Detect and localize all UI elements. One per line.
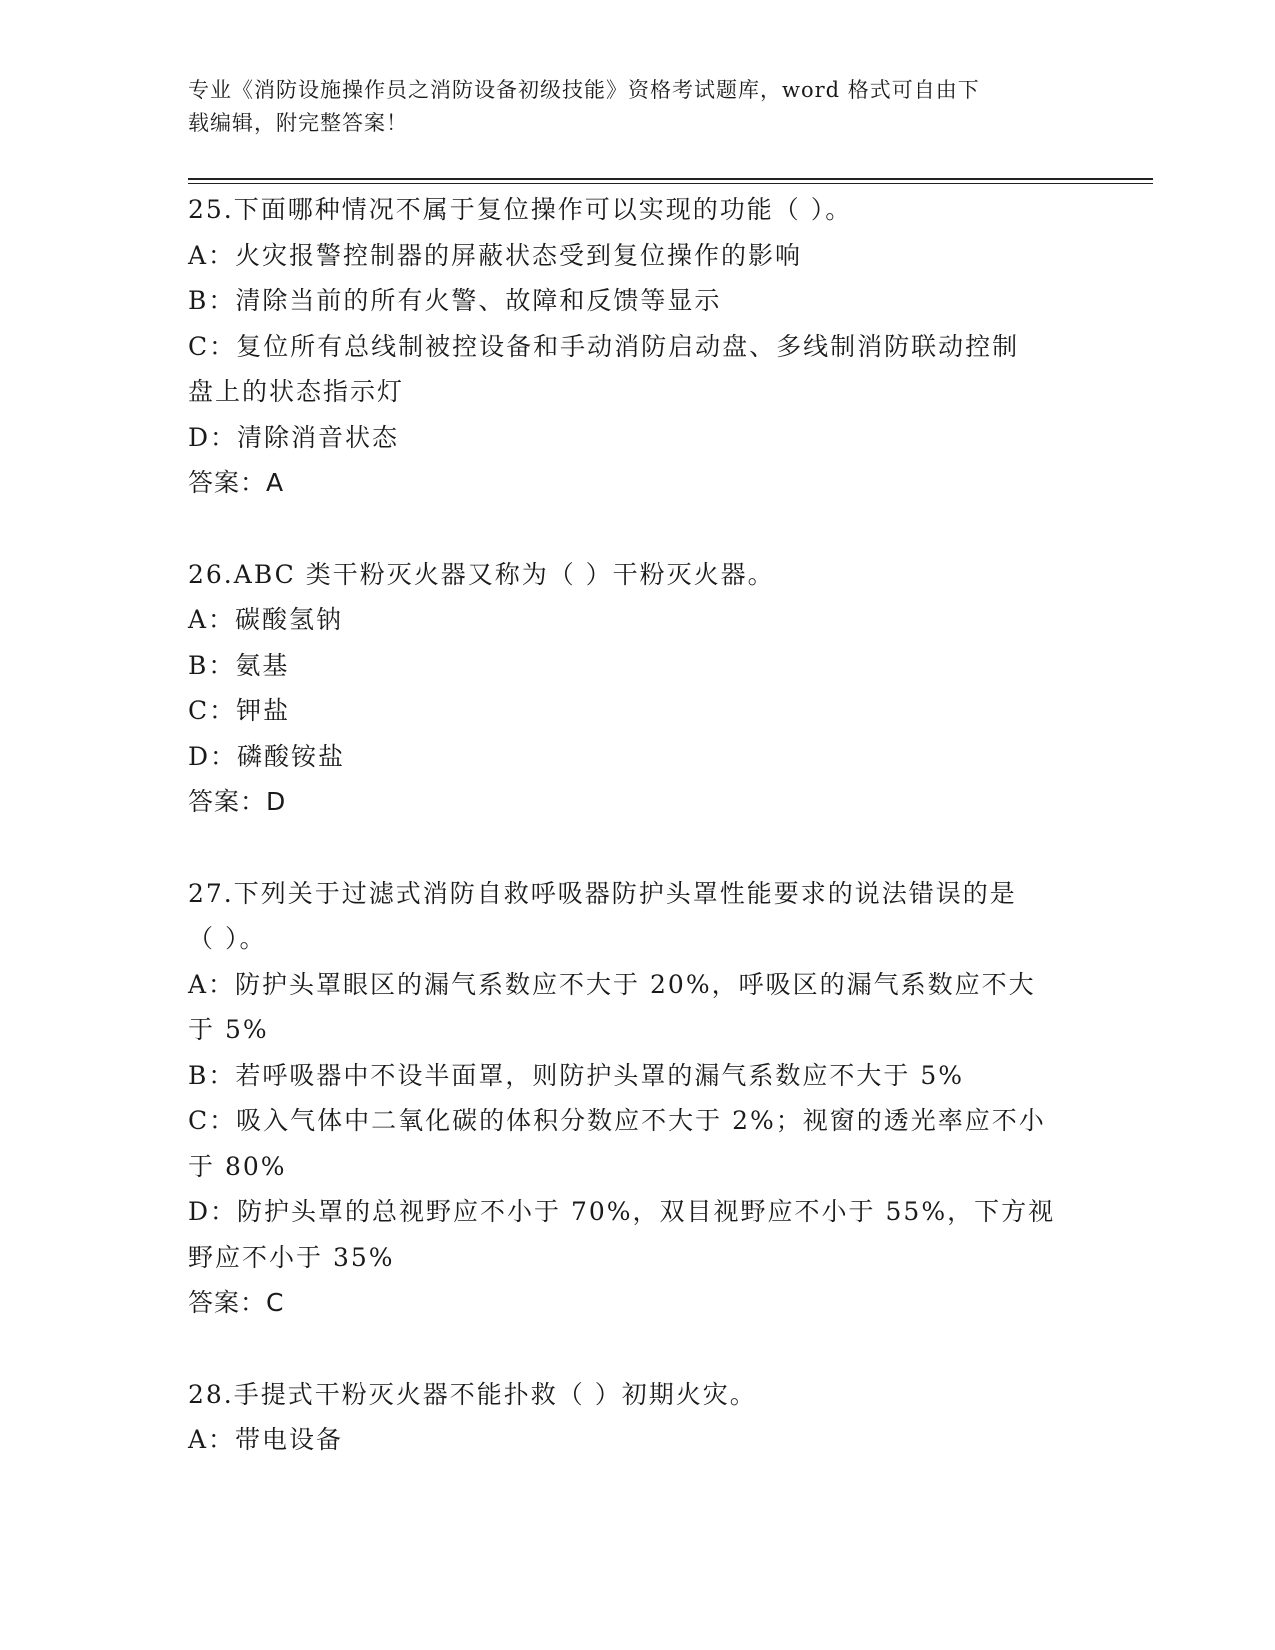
question-stem: （ ）。 bbox=[188, 924, 267, 953]
question-block bbox=[188, 187, 1068, 506]
answer-option: B：清除当前的所有火警、故障和反馈等显示 bbox=[188, 286, 722, 315]
answer-option: A：火灾报警控制器的屏蔽状态受到复位操作的影响 bbox=[188, 240, 803, 270]
answer-option: B：氨基 bbox=[188, 650, 290, 680]
answer-option: A：碳酸氢钠 bbox=[188, 605, 344, 634]
answer-option: C：钾盐 bbox=[188, 696, 291, 725]
answer-key: 答案：C bbox=[188, 1288, 285, 1317]
question-stem: 27.下列关于过滤式消防自救呼吸器防护头罩性能要求的说法错误的是 bbox=[188, 878, 1017, 908]
question-block bbox=[188, 1372, 1068, 1463]
answer-key: 答案：D bbox=[188, 787, 287, 816]
answer-option: D：清除消音状态 bbox=[188, 422, 400, 452]
answer-option: C：吸入气体中二氧化碳的体积分数应不大于 2%；视窗的透光率应不小 bbox=[188, 1106, 1046, 1135]
answer-option: D：磷酸铵盐 bbox=[188, 741, 346, 771]
answer-option: B：若呼吸器中不设半面罩，则防护头罩的漏气系数应不大于 5% bbox=[188, 1060, 964, 1090]
question-stem: 28.手提式干粉灭火器不能扑救（ ）初期火灾。 bbox=[188, 1379, 757, 1409]
question-block bbox=[188, 552, 1068, 825]
question-stem: 25.下面哪种情况不属于复位操作可以实现的功能（ ）。 bbox=[188, 195, 853, 224]
header-divider-thin bbox=[188, 183, 1153, 184]
header-divider-thick bbox=[188, 178, 1153, 180]
answer-option: C：复位所有总线制被控设备和手动消防启动盘、多线制消防联动控制 bbox=[188, 331, 1020, 361]
answer-option: A：带电设备 bbox=[188, 1425, 344, 1454]
question-block bbox=[188, 871, 1068, 1326]
header-line-2: 载编辑，附完整答案！ bbox=[188, 111, 408, 135]
answer-option: 于 5% bbox=[188, 1015, 269, 1044]
answer-option: 野应不小于 35% bbox=[188, 1242, 395, 1272]
question-stem: 26.ABC 类干粉灭火器又称为（ ）干粉灭火器。 bbox=[188, 559, 775, 589]
question-list bbox=[188, 187, 1068, 1509]
answer-option: 盘上的状态指示灯 bbox=[188, 377, 405, 406]
answer-key: 答案：A bbox=[188, 468, 285, 497]
answer-option: 于 80% bbox=[188, 1151, 287, 1181]
document-header bbox=[188, 74, 1068, 140]
answer-option: A：防护头罩眼区的漏气系数应不大于 20%，呼吸区的漏气系数应不大 bbox=[188, 969, 1036, 999]
answer-option: D：防护头罩的总视野应不小于 70%，双目视野应不小于 55%，下方视 bbox=[188, 1197, 1056, 1226]
header-line-1: 专业《消防设施操作员之消防设备初级技能》资格考试题库，word 格式可自由下 bbox=[188, 78, 980, 102]
